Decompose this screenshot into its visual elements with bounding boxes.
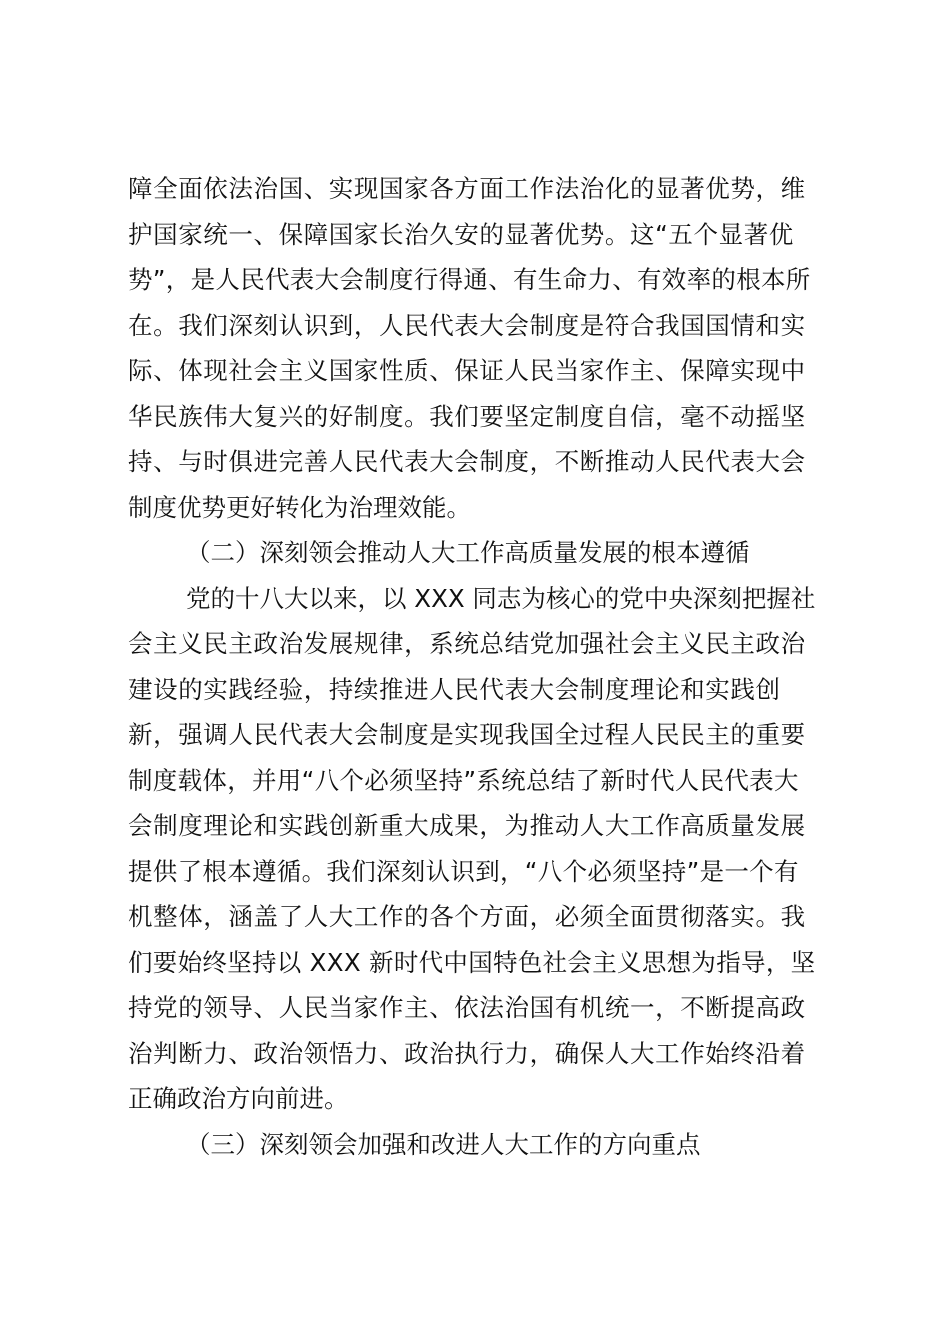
paragraph-line: 建设的实践经验，持续推进人民代表大会制度理论和实践创 [128, 674, 781, 704]
paragraph-line: 制度载体，并用“八个必须坚持”系统总结了新时代人民代表大 [128, 765, 799, 795]
section-heading-2: （二）深刻领会推动人大工作高质量发展的根本遵循 [186, 538, 750, 567]
paragraph-line: 会制度理论和实践创新重大成果，为推动人大工作高质量发展 [128, 811, 806, 840]
paragraph-line: 际、体现社会主义国家性质、保证人民当家作主、保障实现中 [128, 356, 806, 385]
paragraph-line: 治判断力、政治领悟力、政治执行力，确保人大工作始终沿着 [128, 1038, 806, 1068]
paragraph-line: 持党的领导、人民当家作主、依法治国有机统一，不断提高政 [128, 993, 806, 1022]
paragraph-line: 会主义民主政治发展规律，系统总结党加强社会主义民主政治 [128, 629, 806, 658]
paragraph-line: 提供了根本遵循。我们深刻认识到，“八个必须坚持”是一个有 [128, 856, 799, 886]
paragraph-continued [128, 166, 828, 530]
paragraph-line: 护国家统一、保障国家长治久安的显著优势。这“五个显著优 [128, 219, 794, 249]
paragraph-line: 势”，是人民代表大会制度行得通、有生命力、有效率的根本所 [128, 265, 811, 294]
section-heading-3: （三）深刻领会加强和改进人大工作的方向重点 [186, 1129, 701, 1159]
paragraph-line: 正确政治方向前进。 [128, 1084, 349, 1113]
document-body [128, 166, 828, 1167]
paragraph-section-2 [128, 576, 828, 1122]
paragraph-line: 党的十八大以来，以 XXX 同志为核心的党中央深刻把握社 [186, 583, 816, 613]
paragraph-line: 机整体，涵盖了人大工作的各个方面，必须全面贯彻落实。我 [128, 902, 806, 931]
paragraph-line: 华民族伟大复兴的好制度。我们要坚定制度自信，毫不动摇坚 [128, 401, 806, 431]
paragraph-line: 新，强调人民代表大会制度是实现我国全过程人民民主的重要 [128, 720, 806, 749]
paragraph-line: 在。我们深刻认识到，人民代表大会制度是符合我国国情和实 [128, 310, 806, 340]
paragraph-line: 持、与时俱进完善人民代表大会制度，不断推动人民代表大会 [128, 447, 806, 476]
paragraph-line: 障全面依法治国、实现国家各方面工作法治化的显著优势，维 [128, 174, 806, 203]
paragraph-line: 制度优势更好转化为治理效能。 [128, 492, 471, 522]
paragraph-line: 们要始终坚持以 XXX 新时代中国特色社会主义思想为指导，坚 [128, 947, 816, 977]
